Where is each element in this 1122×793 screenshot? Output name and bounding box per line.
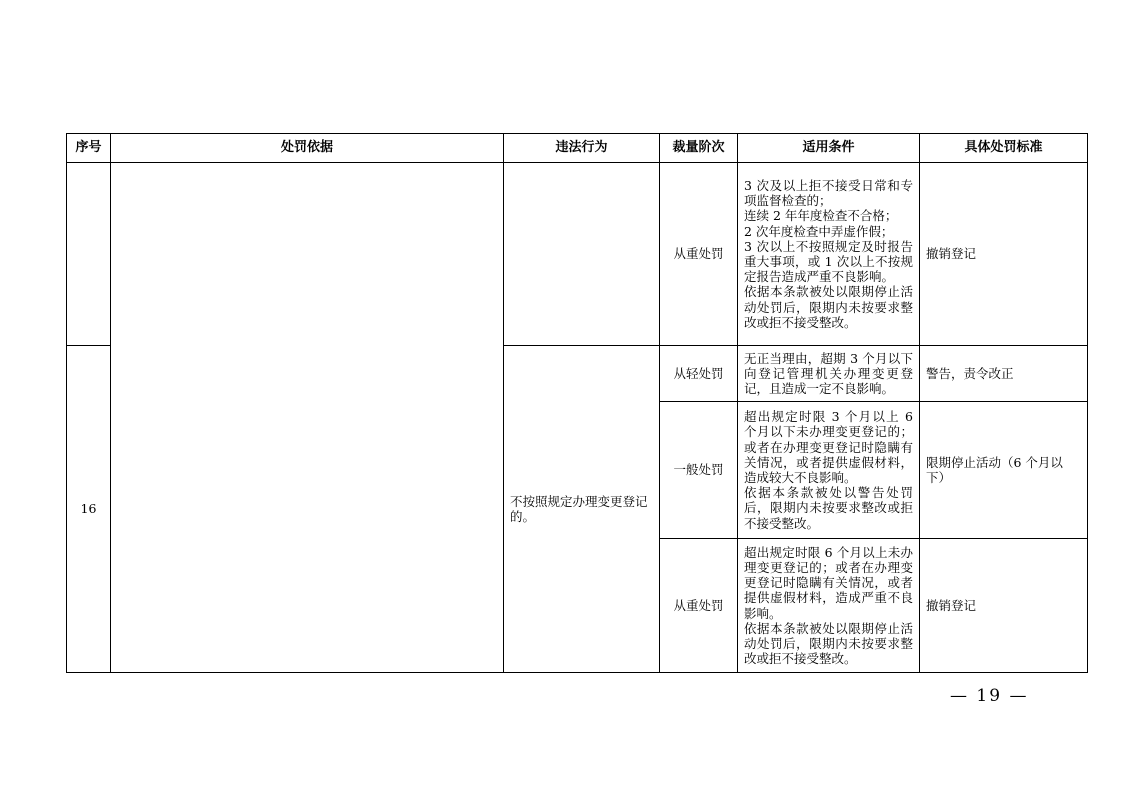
header-penalty-basis: 处罚依据 bbox=[111, 134, 504, 163]
penalty-standards-table bbox=[66, 133, 1088, 673]
table-row bbox=[67, 163, 1088, 346]
serial-number-cell-empty bbox=[67, 163, 111, 346]
condition-line: 无正当理由，超期 3 个月以下向登记管理机关办理变更登记，且造成一定不良影响。 bbox=[744, 350, 913, 397]
header-row bbox=[67, 134, 1088, 163]
penalty-basis-cell bbox=[111, 163, 504, 673]
applicable-conditions-cell bbox=[738, 346, 920, 402]
condition-line: 超出规定时限 6 个月以上未办理变更登记的；或者在办理变更登记时隐瞒有关情况，或者提供虚假材料，造成严重不良影响。 bbox=[744, 544, 913, 621]
condition-line: 3 次及以上拒不接受日常和专项监督检查的； bbox=[744, 177, 913, 209]
penalty-standard-cell: 撤销登记 bbox=[920, 163, 1088, 346]
discretion-level-cell: 从重处罚 bbox=[660, 539, 738, 673]
penalty-standard-cell: 警告，责令改正 bbox=[920, 346, 1088, 402]
serial-number-cell: 16 bbox=[67, 346, 111, 673]
applicable-conditions-cell bbox=[738, 163, 920, 346]
condition-line: 2 次年度检查中弄虚作假； bbox=[744, 223, 894, 239]
header-applicable-conditions: 适用条件 bbox=[738, 134, 920, 163]
header-penalty-standard: 具体处罚标准 bbox=[920, 134, 1088, 163]
condition-line: 依据本条款被处以警告处罚后，限期内未按要求整改或拒不接受整改。 bbox=[744, 485, 913, 531]
condition-line: 3 次以上不按照规定及时报告重大事项，或 1 次以上不按规定报告造成严重不良影响。 bbox=[744, 238, 913, 285]
violation-cell-empty bbox=[504, 163, 660, 346]
table-header bbox=[67, 134, 1088, 163]
condition-line: 依据本条款被处以限期停止活动处罚后，限期内未按要求整改或拒不接受整改。 bbox=[744, 284, 913, 330]
applicable-conditions-cell bbox=[738, 402, 920, 539]
header-serial-number: 序号 bbox=[67, 134, 111, 163]
header-violation: 违法行为 bbox=[504, 134, 660, 163]
condition-line: 依据本条款被处以限期停止活动处罚后，限期内未按要求整改或拒不接受整改。 bbox=[744, 620, 913, 667]
discretion-level-cell: 从轻处罚 bbox=[660, 346, 738, 402]
condition-line: 连续 2 年年度检查不合格； bbox=[744, 208, 898, 224]
discretion-level-cell: 从重处罚 bbox=[660, 163, 738, 346]
header-discretion-level: 裁量阶次 bbox=[660, 134, 738, 163]
discretion-level-cell: 一般处罚 bbox=[660, 402, 738, 539]
penalty-standard-cell: 撤销登记 bbox=[920, 539, 1088, 673]
applicable-conditions-cell bbox=[738, 539, 920, 673]
penalty-standard-cell: 限期停止活动（6 个月以下） bbox=[920, 402, 1088, 539]
violation-cell: 不按照规定办理变更登记的。 bbox=[504, 346, 660, 673]
table-body bbox=[67, 163, 1088, 673]
page-number: — 19 — bbox=[950, 686, 1029, 706]
condition-line: 超出规定时限 3 个月以上 6 个月以下未办理变更登记的；或者在办理变更登记时隐瞒有关情况，或者提供虚假材料，造成较大不良影响。 bbox=[744, 409, 913, 485]
